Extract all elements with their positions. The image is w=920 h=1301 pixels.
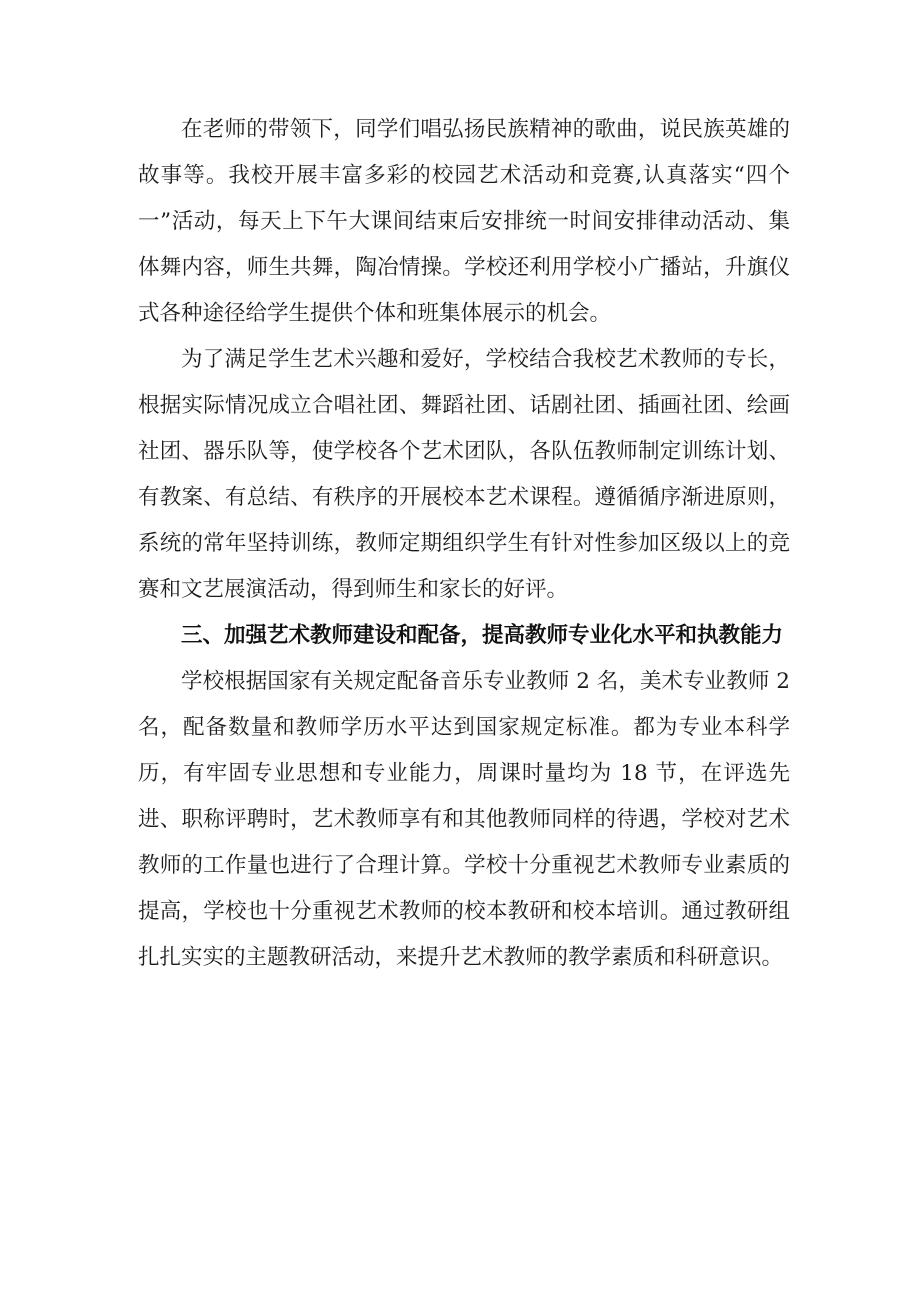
paragraph-art-activities: 在老师的带领下，同学们唱弘扬民族精神的歌曲，说民族英雄的故事等。我校开展丰富多彩的校园艺术活动和竞赛,认真落实“四个一”活动，每天上下午大课间结束后安排统一时间安排律动活动、集体舞内容，师生共舞，陶冶情操。学校还利用学校小广播站，升旗仪式各种途径给学生提供个体和班集体展示的机会。 xyxy=(138,117,790,326)
section-heading-teacher-development: 三、加强艺术教师建设和配备，提高教师专业化水平和执教能力 xyxy=(181,623,784,648)
document-body xyxy=(138,107,790,981)
paragraph-teacher-staffing: 学校根据国家有关规定配备音乐专业教师 2 名，美术专业教师 2 名，配备数量和教师学历水平达到国家规定标准。都为专业本科学历，有牢固专业思想和专业能力，周课时量均为 18 节，在评选先进、职称评聘时，艺术教师享有和其他教师同样的待遇，学校对艺术教师的工作量也进行了合理计算。学校十分重视艺术教师专业素质的提高，学校也十分重视艺术教师的校本教研和校本培训。通过教研组扎扎实实的主题教研活动，来提升艺术教师的教学素质和科研意识。 xyxy=(138,669,790,970)
paragraph-art-clubs: 为了满足学生艺术兴趣和爱好，学校结合我校艺术教师的专长，根据实际情况成立合唱社团、舞蹈社团、话剧社团、插画社团、绘画社团、器乐队等，使学校各个艺术团队，各队伍教师制定训练计划、有教案、有总结、有秩序的开展校本艺术课程。遵循循序渐进原则，系统的常年坚持训练，教师定期组织学生有针对性参加区级以上的竞赛和文艺展演活动，得到师生和家长的好评。 xyxy=(138,347,790,602)
